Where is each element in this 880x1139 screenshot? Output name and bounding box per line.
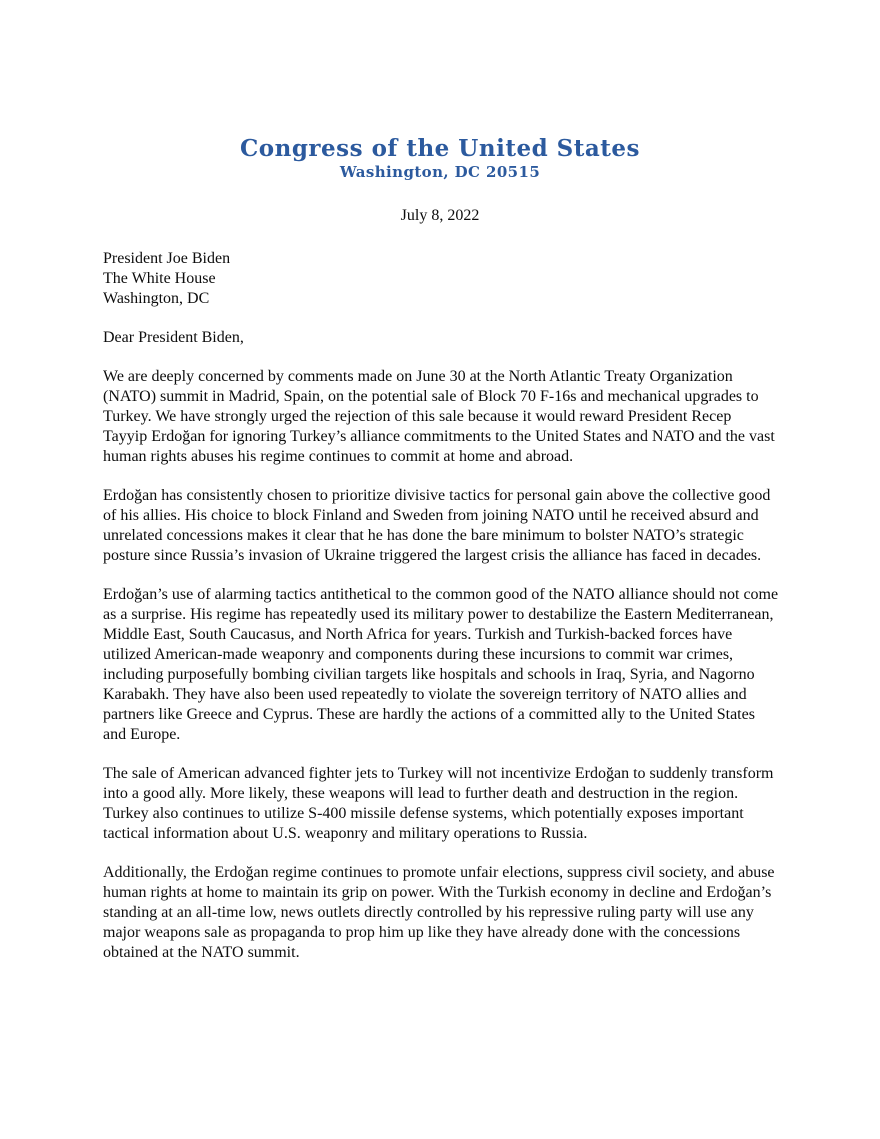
salutation: Dear President Biden,: [103, 329, 244, 346]
body-paragraph-3: Erdoğan’s use of alarming tactics antithetical to the common good of the NATO alliance should not come as a surprise. His regime has repeatedly used its military power to destabilize the Eastern Mediterranean, Middle East, South Caucasus, and North Africa for years. Turkish and Turkish-backed forces have utilized American-made weaponry and components during these incursions to commit war crimes, including purposefully bombing civilian targets like hospitals and schools in Iraq, Syria, and Nagorno Karabakh. They have also been used repeatedly to violate the sovereign territory of NATO allies and partners like Greece and Cyprus. These are hardly the actions of a committed ally to the United States and Europe.: [103, 586, 779, 743]
body-paragraph-4: The sale of American advanced fighter jets to Turkey will not incentivize Erdoğan to suddenly transform into a good ally. More likely, these weapons will lead to further death and destruction in the region. Turkey also continues to utilize S-400 missile defense systems, which potentially exposes important tactical information about U.S. weaponry and military operations to Russia.: [103, 765, 774, 842]
recipient-line-org: The White House: [103, 270, 216, 287]
date-line: July 8, 2022: [400, 207, 480, 224]
body-paragraph-5: Additionally, the Erdoğan regime continues to promote unfair elections, suppress civil society, and abuse human rights at home to maintain its grip on power. With the Turkish economy in decline and Erdoğan’s standing at an all-time low, news outlets directly controlled by his repressive ruling party will use any major weapons sale as propaganda to prop him up like they have already done with the concessions obtained at the NATO summit.: [103, 864, 775, 961]
recipient-line-name: President Joe Biden: [103, 250, 231, 267]
recipient-block: [103, 249, 779, 309]
recipient-line-city: Washington, DC: [103, 290, 210, 307]
body-paragraph-1: We are deeply concerned by comments made on June 30 at the North Atlantic Treaty Organization (NATO) summit in Madrid, Spain, on the potential sale of Block 70 F-16s and mechanical upgrades to Turkey. We have strongly urged the rejection of this sale because it would reward President Recep Tayyip Erdoğan for ignoring Turkey’s alliance commitments to the United States and NATO and the vast human rights abuses his regime continues to commit at home and abroad.: [103, 368, 775, 465]
letterhead-subtitle: Washington, DC 20515: [339, 163, 541, 181]
letterhead-title: Congress of the United States: [239, 135, 641, 162]
body-paragraph-2: Erdoğan has consistently chosen to prioritize divisive tactics for personal gain above the collective good of his allies. His choice to block Finland and Sweden from joining NATO until he received absurd and unrelated concessions makes it clear that he has done the bare minimum to bolster NATO’s strategic posture since Russia’s invasion of Ukraine triggered the largest crisis the alliance has faced in decades.: [103, 487, 771, 564]
letterhead: [0, 136, 880, 182]
letter-body: [103, 249, 779, 963]
